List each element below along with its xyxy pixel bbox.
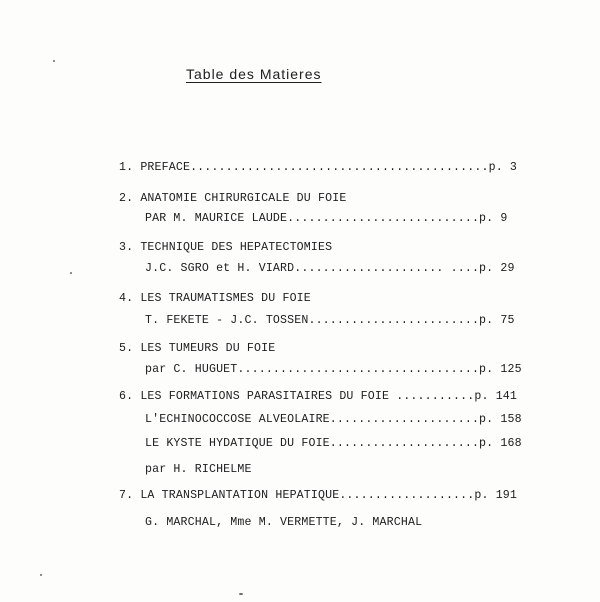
toc-entry-2-title: 2. ANATOMIE CHIRURGICALE DU FOIE bbox=[119, 192, 347, 205]
scan-speck bbox=[53, 60, 55, 62]
scan-speck bbox=[239, 593, 243, 595]
toc-entry-3-author: J.C. SGRO et H. VIARD..................... ....p. 29 bbox=[145, 262, 515, 275]
toc-entry-6a: L'ECHINOCOCCOSE ALVEOLAIRE.....................p. 158 bbox=[145, 413, 522, 426]
toc-entry-6b: LE KYSTE HYDATIQUE DU FOIE.....................p. 168 bbox=[145, 437, 522, 450]
scan-speck bbox=[40, 574, 42, 576]
scan-speck bbox=[70, 272, 72, 274]
toc-entry-5-author: par C. HUGUET..................................p. 125 bbox=[145, 363, 522, 376]
toc-entry-6-author: par H. RICHELME bbox=[145, 463, 252, 476]
toc-entry-3-title: 3. TECHNIQUE DES HEPATECTOMIES bbox=[119, 241, 333, 254]
page-title: Table des Matieres bbox=[186, 66, 322, 82]
toc-entry-4-author: T. FEKETE - J.C. TOSSEN........................p. 75 bbox=[145, 314, 515, 327]
toc-entry-7-title: 7. LA TRANSPLANTATION HEPATIQUE...................p. 191 bbox=[119, 489, 518, 502]
toc-entry-2-author: PAR M. MAURICE LAUDE...........................p. 9 bbox=[145, 212, 508, 225]
toc-entry-7-author: G. MARCHAL, Mme M. VERMETTE, J. MARCHAL bbox=[145, 516, 423, 529]
toc-entry-1-preface: 1. PREFACE..........................................p. 3 bbox=[119, 161, 518, 174]
toc-entry-6-title: 6. LES FORMATIONS PARASITAIRES DU FOIE ...........p. 141 bbox=[119, 390, 518, 403]
toc-entry-4-title: 4. LES TRAUMATISMES DU FOIE bbox=[119, 292, 311, 305]
toc-entry-5-title: 5. LES TUMEURS DU FOIE bbox=[119, 342, 276, 355]
